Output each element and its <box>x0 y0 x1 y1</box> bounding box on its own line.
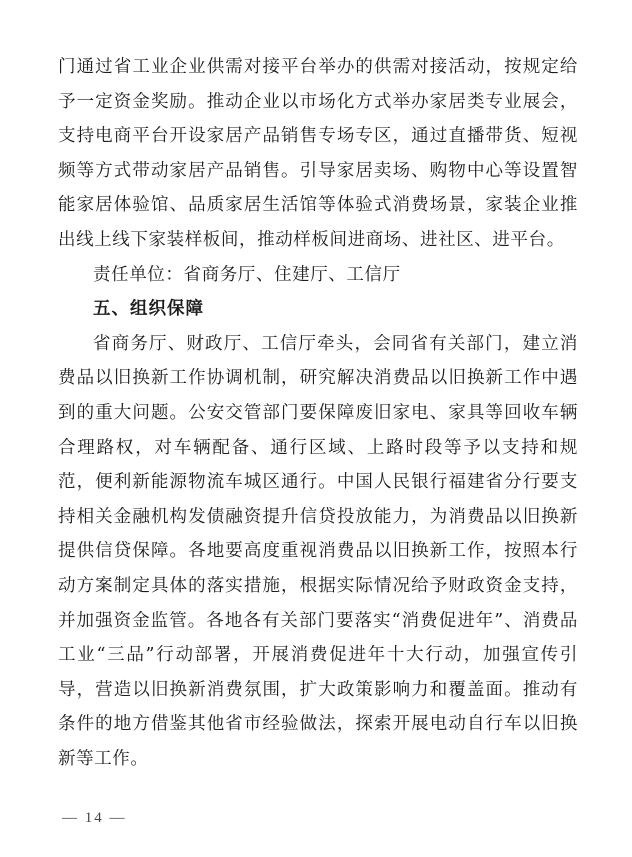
section-heading: 五、组织保障 <box>93 299 204 320</box>
paragraph-main: 省商务厅、财政厅、工信厅牵头，会同省有关部门，建立消费品以旧换新工作协调机制，研究解决消费品以旧换新工作中遇到的重大问题。公安交管部门要保障废旧家电、家具等回收车辆合理路权，对车辆配备、通行区域、上路时段等予以支持和规范，便利新能源物流车城区通行。中国人民银行福建省分行要支持相关金融机构发债融资提升信贷投放能力，为消费品以旧换新提供信贷保障。各地要高度重视消费品以旧换新工作，按照本行动方案制定具体的落实措施，根据实际情况给予财政资金支持，并加强资金监管。各地各有关部门要落实“消费促进年”、消费品工业“三品”行动部署，开展消费促进年十大行动，加强宣传引导，营造以旧换新消费氛围，扩大政策影响力和覆盖面。推动有条件的地方借鉴其他省市经验做法，探索开展电动自行车以旧换新等工作。 <box>58 333 578 769</box>
paragraph-continued: 门通过省工业企业供需对接平台举办的供需对接活动，按规定给予一定资金奖励。推动企业以市场化方式举办家居类专业展会，支持电商平台开设家居产品销售专场专区，通过直播带货、短视频等方式带动家居产品销售。引导家居卖场、购物中心等设置智能家居体验馆、品质家居生活馆等体验式消费场景，家装企业推出线上线下家装样板间，推动样板间进商场、进社区、进平台。 <box>58 57 578 250</box>
page-number: — 14 — <box>62 810 127 826</box>
responsible-units: 责任单位：省商务厅、住建厅、工信厅 <box>93 264 401 285</box>
document-body <box>58 50 578 776</box>
